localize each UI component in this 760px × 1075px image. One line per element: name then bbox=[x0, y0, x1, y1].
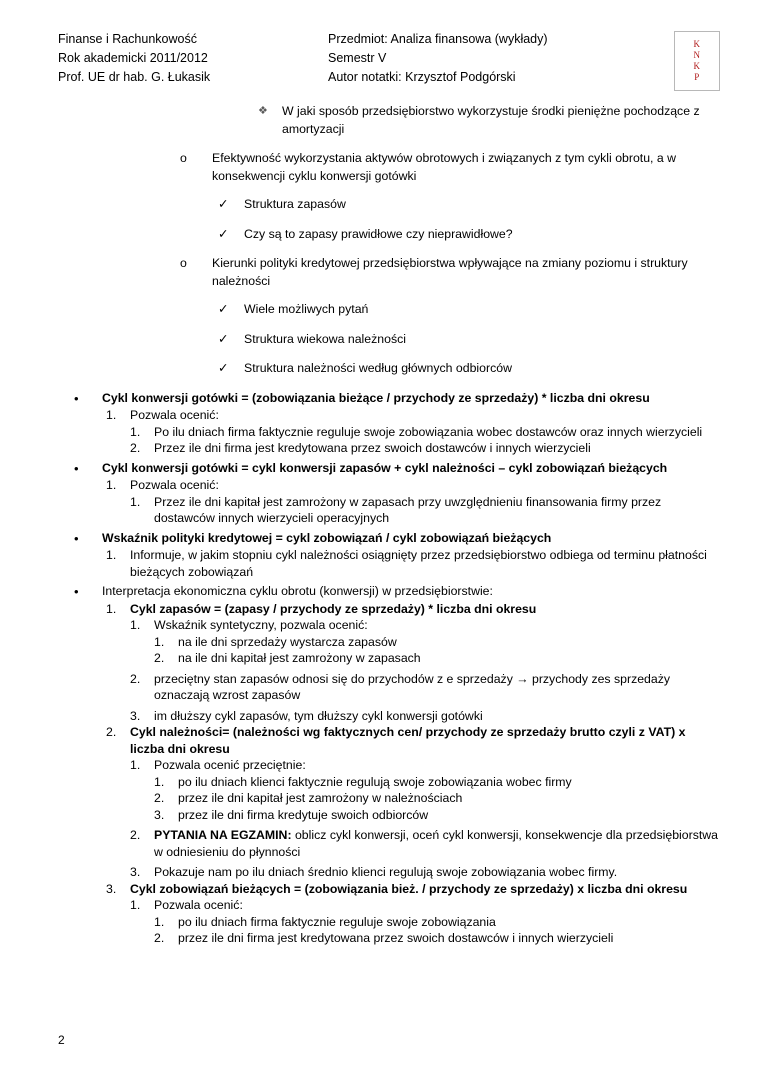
list-item-text: im dłuższy cykl zapasów, tym dłuższy cykl konwersji gotówki bbox=[154, 708, 483, 723]
list-item-text: przez ile dni firma kredytuje swoich odbiorców bbox=[178, 807, 429, 822]
header-subject: Przedmiot: Analiza finansowa (wykłady) bbox=[328, 32, 548, 46]
list-item-text: po ilu dniach klienci faktycznie regulują swoje zobowiązania wobec firmy bbox=[178, 774, 572, 789]
list-item-text: na ile dni kapitał jest zamrożony w zapasach bbox=[178, 651, 421, 665]
number-marker: 1. bbox=[106, 478, 117, 492]
list-item bbox=[130, 708, 720, 725]
round-bullet-icon: • bbox=[74, 390, 79, 406]
check-bullet-icon: ✓ bbox=[218, 331, 229, 346]
check-bullet-icon: ✓ bbox=[218, 197, 229, 211]
circle-bullet-icon: o bbox=[180, 256, 187, 270]
list-item bbox=[106, 724, 720, 757]
list-item bbox=[106, 547, 720, 580]
list-item bbox=[130, 440, 720, 457]
list-item-text: Cykl zobowiązań bieżących = (zobowiązania bież. / przychody ze sprzedaży) x liczba dni okresu bbox=[130, 881, 688, 896]
list-item-text: Pozwala ocenić przeciętnie: bbox=[154, 758, 306, 772]
list-item-text: Po ilu dniach firma faktycznie reguluje swoje zobowiązania wobec dostawców oraz innych wierzycieli bbox=[154, 424, 703, 439]
list-item bbox=[180, 150, 720, 185]
list-item bbox=[106, 601, 720, 618]
list-item-text: Struktura wiekowa należności bbox=[244, 331, 406, 346]
logo-letter-p: P bbox=[694, 72, 700, 82]
list-item bbox=[218, 196, 720, 214]
number-marker: 3. bbox=[130, 708, 141, 723]
check-bullet-icon: ✓ bbox=[218, 302, 229, 316]
header-course: Finanse i Rachunkowość bbox=[58, 32, 197, 46]
list-item bbox=[180, 255, 720, 290]
list-item-text: na ile dni sprzedaży wystarcza zapasów bbox=[178, 634, 397, 649]
check-bullet-icon: ✓ bbox=[218, 226, 229, 241]
list-item-text: Cykl należności= (należności wg faktycznych cen/ przychody ze sprzedaży brutto czyli z VAT) x liczba dni okresu bbox=[130, 725, 686, 756]
header-author: Autor notatki: Krzysztof Podgórski bbox=[328, 70, 516, 84]
list-item bbox=[106, 407, 720, 424]
list-item bbox=[130, 827, 720, 860]
number-marker: 3. bbox=[154, 807, 165, 822]
list-item-text: Wskaźnik syntetyczny, pozwala ocenić: bbox=[154, 618, 368, 632]
number-marker: 1. bbox=[130, 898, 141, 912]
list-item bbox=[218, 360, 720, 378]
list-item-text: Cykl konwersji gotówki = cykl konwersji zapasów + cykl należności – cykl zobowiązań bieżących bbox=[102, 460, 668, 475]
list-item bbox=[130, 424, 720, 441]
list-item bbox=[218, 301, 720, 319]
list-item-text: przez ile dni kapitał jest zamrożony w należnościach bbox=[178, 791, 463, 805]
list-item bbox=[74, 390, 720, 408]
number-marker: 1. bbox=[130, 494, 141, 509]
list-item bbox=[258, 103, 720, 138]
header-semester: Semestr V bbox=[328, 51, 387, 65]
number-marker: 1. bbox=[106, 408, 117, 422]
list-item bbox=[154, 914, 720, 931]
number-marker: 1. bbox=[154, 774, 165, 789]
number-marker: 1. bbox=[154, 914, 165, 929]
exam-question-text: oblicz cykl konwersji, oceń cykl konwersji, konsekwencje dla przedsiębiorstwa w odniesieniu do płynności bbox=[154, 828, 719, 859]
list-item-text: Pozwala ocenić: bbox=[154, 898, 243, 912]
exam-question-label: PYTANIA NA EGZAMIN: bbox=[154, 828, 292, 842]
number-marker: 3. bbox=[106, 881, 117, 896]
logo-letter-n: N bbox=[693, 50, 701, 60]
header-left-block bbox=[58, 30, 328, 87]
logo-letter-k2: K bbox=[693, 61, 701, 71]
header-academic-year: Rok akademicki 2011/2012 bbox=[58, 51, 208, 65]
number-marker: 2. bbox=[106, 725, 117, 739]
list-item-text: Struktura zapasów bbox=[244, 197, 346, 211]
list-item-text: Informuje, w jakim stopniu cykl należności osiągnięty przez przedsiębiorstwo odbiega od terminu płatności bieżących zobowiązań bbox=[130, 548, 707, 579]
list-item-text: Przez ile dni firma jest kredytowana przez swoich dostawców i innych wierzycieli bbox=[154, 441, 591, 455]
list-item-text: Pokazuje nam po ilu dniach średnio klienci regulują swoje zobowiązania wobec firmy. bbox=[154, 865, 618, 879]
number-marker: 1. bbox=[154, 634, 165, 649]
list-item-text: Przez ile dni kapitał jest zamrożony w zapasach przy uwzględnieniu finansowania firmy przez dostawców innych wierzycieli operacyjnych bbox=[154, 494, 662, 525]
diamond-bullet-icon: ❖ bbox=[258, 105, 268, 117]
page-header bbox=[0, 0, 760, 91]
list-item bbox=[154, 634, 720, 651]
list-item bbox=[106, 477, 720, 494]
list-item bbox=[74, 530, 720, 548]
number-marker: 1. bbox=[106, 548, 117, 562]
list-item bbox=[154, 930, 720, 947]
list-item-text: Interpretacja ekonomiczna cyklu obrotu (konwersji) w przedsiębiorstwie: bbox=[102, 584, 493, 598]
list-item-text: Czy są to zapasy prawidłowe czy nieprawidłowe? bbox=[244, 226, 513, 241]
list-item bbox=[74, 460, 720, 478]
list-item-text: Efektywność wykorzystania aktywów obrotowych i związanych z tym cykli obrotu, a w konsekwencji cyklu konwersji gotówki bbox=[212, 151, 677, 183]
list-item bbox=[154, 650, 720, 667]
list-item-text: przez ile dni firma jest kredytowana przez swoich dostawców i innych wierzycieli bbox=[178, 931, 614, 945]
list-item bbox=[130, 897, 720, 914]
number-marker: 1. bbox=[130, 424, 141, 439]
header-lecturer: Prof. UE dr hab. G. Łukasik bbox=[58, 70, 211, 84]
round-bullet-icon: • bbox=[74, 530, 79, 546]
number-marker: 1. bbox=[106, 601, 117, 616]
list-item bbox=[218, 226, 720, 244]
number-marker: 2. bbox=[130, 441, 141, 455]
number-marker: 2. bbox=[130, 671, 141, 686]
list-item-text: przeciętny stan zapasów odnosi się do przychodów z e sprzedaży → przychody zes sprzedaży oznaczają wzrost zapasów bbox=[154, 671, 671, 702]
number-marker: 2. bbox=[130, 828, 141, 842]
number-marker: 2. bbox=[154, 931, 165, 945]
knkp-logo bbox=[674, 31, 720, 91]
document-body bbox=[0, 91, 760, 947]
list-item bbox=[130, 494, 720, 527]
header-middle-block bbox=[328, 30, 668, 87]
number-marker: 1. bbox=[130, 618, 141, 632]
number-marker: 1. bbox=[130, 758, 141, 772]
list-item-text: Pozwala ocenić: bbox=[130, 478, 219, 492]
list-item-text: Struktura należności według głównych odbiorców bbox=[244, 361, 512, 375]
check-bullet-icon: ✓ bbox=[218, 361, 229, 375]
list-item-text: W jaki sposób przedsiębiorstwo wykorzystuje środki pieniężne pochodzące z amortyzacji bbox=[282, 104, 700, 136]
number-marker: 2. bbox=[154, 651, 165, 665]
round-bullet-icon: • bbox=[74, 584, 79, 599]
logo-letter-k1: K bbox=[693, 39, 701, 49]
page-number: 2 bbox=[58, 1033, 65, 1047]
list-item-text: po ilu dniach firma faktycznie reguluje swoje zobowiązania bbox=[178, 914, 496, 929]
list-item bbox=[106, 881, 720, 898]
list-item bbox=[130, 617, 720, 634]
number-marker: 3. bbox=[130, 865, 141, 879]
list-item-text bbox=[154, 827, 720, 860]
list-item bbox=[130, 757, 720, 774]
list-item bbox=[130, 864, 720, 881]
list-item bbox=[154, 790, 720, 807]
list-item-text: Cykl zapasów = (zapasy / przychody ze sprzedaży) * liczba dni okresu bbox=[130, 601, 537, 616]
list-item bbox=[154, 807, 720, 824]
list-item bbox=[218, 331, 720, 349]
number-marker: 2. bbox=[154, 791, 165, 805]
round-bullet-icon: • bbox=[74, 460, 79, 476]
list-item bbox=[154, 774, 720, 791]
circle-bullet-icon: o bbox=[180, 151, 187, 165]
list-item-text: Pozwala ocenić: bbox=[130, 408, 219, 422]
list-item bbox=[130, 671, 720, 704]
list-item-text: Cykl konwersji gotówki = (zobowiązania bieżące / przychody ze sprzedaży) * liczba dni okresu bbox=[102, 390, 650, 405]
list-item-text: Kierunki polityki kredytowej przedsiębiorstwa wpływające na zmiany poziomu i struktury należności bbox=[212, 256, 688, 288]
list-item bbox=[74, 583, 720, 601]
list-item-text: Wskaźnik polityki kredytowej = cykl zobowiązań / cykl zobowiązań bieżących bbox=[102, 530, 552, 545]
list-item-text: Wiele możliwych pytań bbox=[244, 302, 369, 316]
